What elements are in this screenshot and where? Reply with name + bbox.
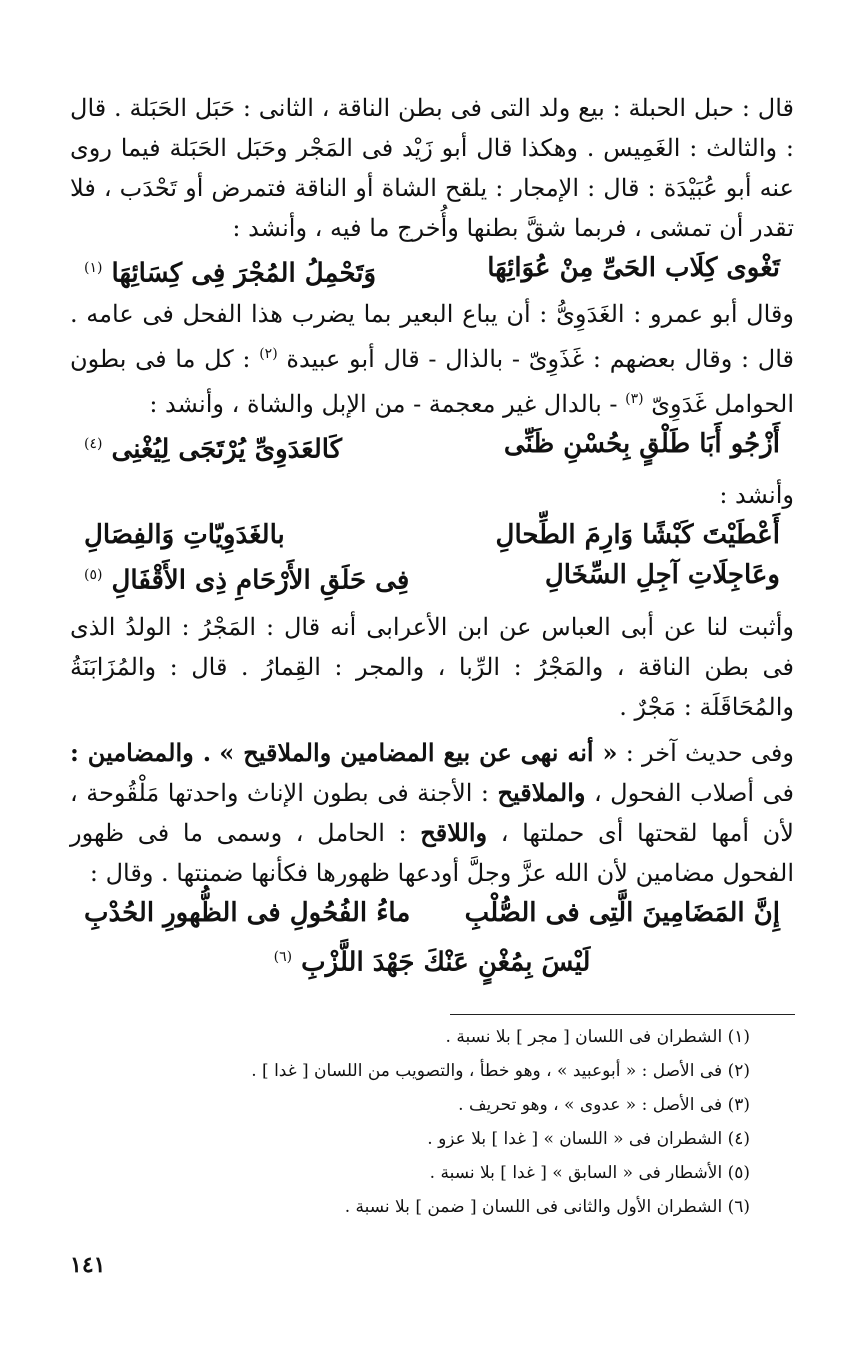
paragraph-4 [70,607,794,727]
footnote-4: (٤) الشطران فى « اللسان » [ غدا ] بلا عزو . [427,1129,750,1149]
paragraph-2-end: - بالدال غير معجمة - من الإبل والشاة ، وأنشد : [149,389,618,418]
verse-6-line [274,937,591,983]
verse-2-hemistich-2-text: كَالعَدَوِىِّ يُرْتَجَى لِيُغْنِى [111,434,343,465]
footnote-6: (٦) الشطران الأول والثانى فى اللسان [ ضمن ] بلا نسبة . [344,1197,750,1217]
footnotes [70,1020,750,1224]
verse-3-hemistich-2: بالغَدَوِيّاتِ وَالفِصَالِ [84,520,285,551]
footnote-ref-1: (١) [84,260,103,276]
verse-1-hemistich-1: تَغْوى كِلَاب الحَىِّ مِنْ عُوَائِهَا [487,253,780,283]
verse-1-hemistich-2-text: وَتَحْمِلُ المُجْرَ فِى كِسَائِهَا [111,258,377,289]
footnote-divider [450,1014,795,1015]
footnote-ref-5: (٥) [84,567,103,584]
verse-4-hemistich-2 [84,555,409,601]
verse-1 [84,248,780,294]
verse-5 [84,893,780,933]
footnote-2: (٢) فى الأصل : « أبوعبيد » ، وهو خطأ ، والتصويب من اللسان [ غدا ] . [251,1061,750,1081]
paragraph-3-text: وأنشد : [719,481,794,510]
paragraph-5 [70,733,794,893]
verse-5-hemistich-2: ماءُ الفُحُولِ فى الظُّهورِ الحُدْبِ [84,897,411,928]
verse-2-hemistich-1: أَزْجُو أَبَا طَلْقٍ بِحُسْنِ ظَنِّى [503,428,780,459]
term-madamin: . والمضامين : [70,737,212,767]
footnote-5: (٥) الأشطار فى « السابق » [ غدا ] بلا نسبة . [429,1163,750,1183]
main-text [70,88,794,983]
paragraph-3 [70,475,794,515]
footnote-ref-6: (٦) [273,948,293,965]
term-malaqih: والملاقيح [497,777,586,807]
footnote-ref-4: (٤) [84,435,103,452]
verse-2 [84,424,780,470]
paragraph-4-text: وأثبت لنا عن أبى العباس عن ابن الأعرابى أنه قال : المَجْرُ : الولدُ الذى فى بطن الناقة ، والمَجْرُ : الرِّبا ، والمجر : القِمارُ . قال : والمُزَابَنَةُ والمُحَاقَلَة : مَجْرٌ . [70,612,794,721]
paragraph-5-f: : الأجنة فى بطون الإناث واحدتها مَلْقُوحة ، لأن أمها لقحتها أى حملتها ، [70,778,794,847]
footnote-1: (١) الشطران فى اللسان [ مجر ] بلا نسبة . [445,1027,750,1047]
verse-6 [84,937,780,983]
verse-5-hemistich-1: إِنَّ المَضَامِينَ الَّتِى فى الصُّلْبِ [464,897,780,928]
paragraph-2-cont: : كل ما فى بطون الحوامل غَدَوِىّ [70,344,794,418]
verse-2-hemistich-2 [84,424,342,470]
verse-4-hemistich-2-text: فِى حَلَقِ الأَرْحَامِ ذِى الأَقْفَالِ [111,565,410,596]
paragraph-1-text: قال : حبل الحبلة : بيع ولد التى فى بطن الناقة ، الثانى : حَبَل الحَبَلة . قال : والثالث : الغَمِيس . وهكذا قال أبو زَيْد فى المَجْر وحَبَل الحَبَلة فيما روى عنه أبو عُبَيْدَة : قال : الإمجار : يلقح الشاة أو الناقة فتمرض أو تَحْدَب ، فلا تقدر أن تمشى ، فربما شقَّ بطنها وأُخرج ما فيه ، وأنشد : [70,94,794,242]
paragraph-5-h: : الحامل ، وسمى ما فى ظهور الفحول مضامين لأن الله عزَّ وجلَّ أودعها ظهورها فكأنها ضمنتها . وقال : [70,818,794,887]
paragraph-2-text: وقال أبو عمرو : الغَدَوِىُّ : أن يباع البعير بما يضرب هذا الفحل فى عامه . قال : وقال بعضهم : غَذَوِىّ - بالذال - قال أبو عبيدة [70,299,794,373]
verse-3-hemistich-1: أَعْطَيْتَ كَبْشًا وَارِمَ الطِّحالِ [495,520,780,551]
verse-3 [84,515,780,555]
verse-6-text: لَيْسَ بِمُغْنٍ عَنْكَ جَهْدَ اللَّزْبِ [301,947,591,978]
verse-1-hemistich-2 [84,248,376,294]
paragraph-2 [70,294,794,424]
verse-4 [84,555,780,601]
term-laqih: واللاقح [420,817,488,847]
paragraph-1 [70,88,794,248]
footnote-3: (٣) فى الأصل : « عدوى » ، وهو تحريف . [458,1095,750,1115]
verse-4-hemistich-1: وعَاجِلَاتِ آجِلِ السِّخَالِ [544,560,780,591]
paragraph-5-a: وفى حديث آخر : [625,738,794,767]
footnote-ref-3: (٣) [625,390,644,407]
paragraph-5-d: فى أصلاب الفحول ، [593,778,794,807]
hadith-quote: « أنه نهى عن بيع المضامين والملاقيح » [219,737,618,767]
footnote-ref-2: (٢) [259,345,278,362]
page-number: ١٤١ [70,1252,106,1278]
